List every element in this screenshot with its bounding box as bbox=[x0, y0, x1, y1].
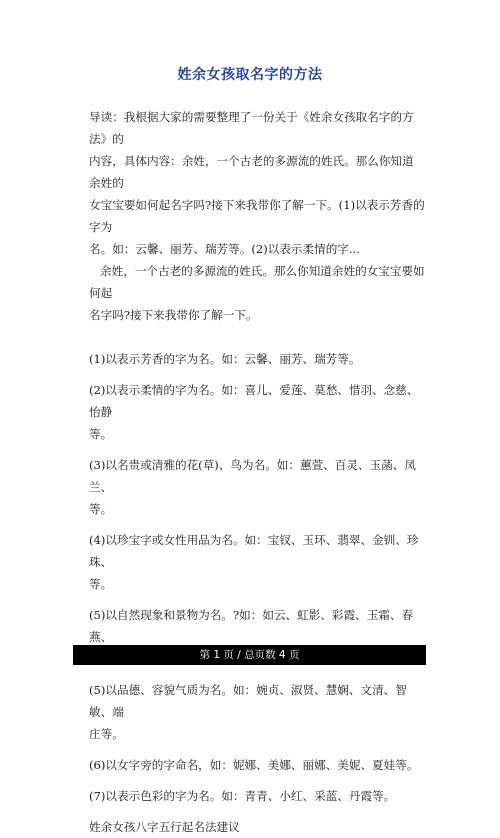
intro-line: 导读：我根据大家的需要整理了一份关于《姓余女孩取名字的方法》的 bbox=[89, 110, 414, 146]
list-item bbox=[89, 379, 425, 445]
list-item-line: 等。 bbox=[89, 502, 113, 516]
section-heading: 姓余女孩八字五行起名法建议 bbox=[89, 820, 240, 834]
page-footer: 第 1 页 / 总页数 4 页 bbox=[73, 645, 426, 665]
list-item bbox=[89, 679, 425, 745]
list-item bbox=[89, 785, 425, 807]
list-item-line: 等。 bbox=[89, 577, 113, 591]
body-line: 余姓，一个古老的多源流的姓氏。那么你知道余姓的女宝宝要如何起 bbox=[89, 264, 425, 300]
list-item-line: 庄等。 bbox=[89, 727, 124, 741]
list-item bbox=[89, 754, 425, 776]
list-item-line: (4)以珍宝字或女性用品为名。如：宝钗、玉环、翡翠、金钏、珍珠、 bbox=[89, 533, 419, 569]
document-body bbox=[89, 106, 425, 838]
list-item-line: (2)以表示柔情的字为名。如：喜儿、爱莲、莫愁、惜羽、念慈、怡静 bbox=[89, 383, 419, 419]
intro-paragraph bbox=[89, 106, 425, 260]
list-item-line: 等。 bbox=[89, 427, 113, 441]
list-item-line: (7)以表示色彩的字为名。如：青青、小红、采蓝、丹霞等。 bbox=[89, 789, 396, 803]
list-item-line: (1)以表示芳香的字为名。如：云馨、丽芳、瑞芳等。 bbox=[89, 352, 361, 366]
intro-line: 女宝宝要如何起名字吗?接下来我带你了解一下。(1)以表示芳香的字为 bbox=[89, 198, 425, 234]
list-item-line: (5)以自然现象和景物为名。?如：如云、虹影、彩霞、玉霜、春燕、 bbox=[89, 608, 414, 644]
list-item bbox=[89, 348, 425, 370]
document-title: 姓余女孩取名字的方法 bbox=[177, 67, 323, 83]
body-paragraph bbox=[89, 260, 425, 326]
list-item-line: (6)以女字旁的字命名，如：妮娜、美娜、丽娜、美妮、夏娃等。 bbox=[89, 758, 419, 772]
intro-line: 名。如：云馨、丽芳、瑞芳等。(2)以表示柔情的字... bbox=[89, 242, 360, 256]
list-item bbox=[89, 454, 425, 520]
list-item bbox=[89, 529, 425, 595]
paragraph-spacer bbox=[89, 326, 425, 348]
list-item-line: (5)以品德、容貌气质为名。如：婉贞、淑贤、慧娴、文清、智敏、端 bbox=[89, 683, 407, 719]
list-item-line: (3)以名贵或清雅的花(草)、鸟为名。如：蕙萱、百灵、玉菡、凤兰、 bbox=[89, 458, 416, 494]
intro-line: 内容，具体内容：余姓，一个古老的多源流的姓氏。那么你知道余姓的 bbox=[89, 154, 414, 190]
body-line: 名字吗?接下来我带你了解一下。 bbox=[89, 308, 258, 322]
